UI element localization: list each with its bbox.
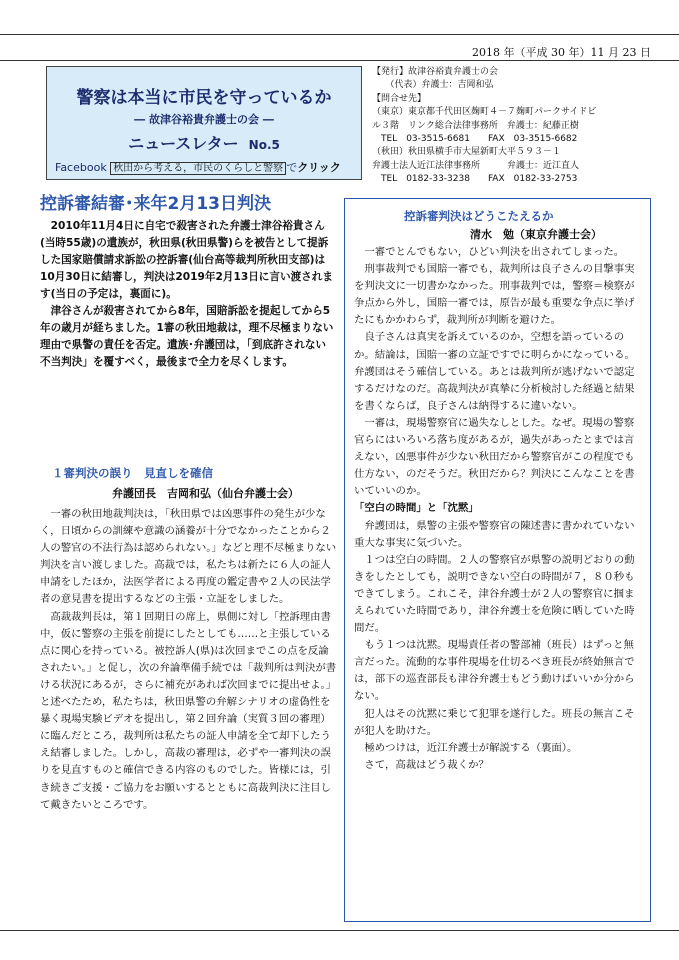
publisher-line: 【発行】故津谷裕貴弁護士の会 [372,67,499,77]
sidebar-article-title: 控訴審判決はどうこたえるか [404,209,554,223]
body-paragraph: 一審でとんでもない，ひどい判決を出されてしまった。 [364,246,625,258]
facebook-line [55,159,341,175]
masthead-subtitle: ― 故津谷裕貴弁護士の会 ― [134,113,274,126]
body-paragraph: 一審は，現場警察官に過失なしとした。なぜ。現場の警察官らにはいろいろ落ち度があるが，過失があったとまでは言えない，凶悪事件が少ない秋田だから警察官がこの程度でも仕方ない，のだそうだ。秋田だから？判決にこんなことを書いていいのか。 [354,416,635,498]
publisher-info [372,66,657,187]
body-paragraph: さて，高裁はどう裁くか？ [364,758,489,771]
lead-text [40,218,336,371]
header-rule [0,60,679,61]
issue-date: 2018 年（平成 30 年）11 月 23 日 [472,46,651,59]
masthead [46,66,362,180]
facebook-click[interactable]: クリック [297,161,341,174]
body-paragraph: 刑事裁判でも国賠一審でも，裁判所は良子さんの目撃事実を判決文に一切書かなかった。刑事裁判では，警察＝検察が争点から外し，国賠一審では，原告が最も重要な争点に挙げたにもかかわらず，裁判所が判断を避けた。 [354,263,635,327]
body-paragraph: 犯人はその沈黙に乗じて犯罪を遂行した。班長の無言こそが犯人を助けた。 [354,707,635,737]
facebook-page-link[interactable]: 秋田から考える，市民のくらしと警察 [110,162,286,175]
body-paragraph: 弁護団は，県警の主張や警察官の陳述書に書かれていない重大な事実に気づいた。 [354,519,635,549]
publisher-line: 【問合せ先】 [372,93,427,104]
section-title: １審判決の誤り 見直しを確信 [52,466,213,480]
body-paragraph: 一審の秋田地裁判決は，「秋田県では凶悪事件の発生が少なく，日頃からの訓練や意識の涵養が十分でなかったことから２人の警官の不法行為は認められない。」などと理不尽極まりない判決を言い渡しました。高裁では，私たちは新たに６人の証人申請をしたほか，法医学者による再度の鑑定書や２人の民法学者の意見書を提出するなどの主張・立証をしました。 [40,508,337,606]
section-author: 弁護団長 吉岡和弘（仙台弁護士会） [112,487,299,500]
body-paragraph: もう１つは沈黙。現場責任者の警部補（班長）はずっと無言だった。流動的な事件現場を仕切るべき班長が終始無言では，部下の巡査部長も津谷弁護士もどう動けばいいか分からない。 [354,639,635,703]
publisher-line: ル３階 リンク総合法律事務所 弁護士：紀藤正樹 [372,120,579,131]
body-paragraph: 良子さんは真実を訴えているのか，空想を語っているのか。結論は，国賠一審の立証ですでに明らかになっている。弁護団はそう確信している。あとは裁判所が逃げないで認定するだけなのだ。高裁判決が真摯に分析検討した経過と結果を書くならば，良子さんは納得するに違いない。 [354,331,635,412]
publisher-line: TEL 0182-33-3238 FAX 0182-33-2753 [372,174,578,185]
top-rule [0,34,679,35]
sidebar-article-body [354,244,643,774]
masthead-title: 警察は本当に市民を守っているか [76,88,332,108]
publisher-line: （秋田）秋田県横手市大屋新町大平５９３－１ [372,147,562,158]
publisher-line: 弁護士法人近江法律事務所 弁護士：近江直人 [372,160,580,171]
lead-paragraph: 2010年11月4日に自宅で殺害された弁護士津谷裕貴さん(当時55歳)の遺族が，秋田県(秋田県警)らを被告として提訴した国家賠償請求訴訟の控訴審(仙台高等裁判所秋田支部)は10月30日に結審し，判決は2019年2月13日に言い渡されます(当日の予定は，裏面に)。 [40,220,333,300]
body-paragraph: １つは空白の時間。２人の警察官が県警の説明どおりの動きをしたとしても，説明できない空白の時間が７，８０秒もできてしまう。これこそ，津谷弁護士が２人の警察官に掴まえられていた時間であり，津谷弁護士を危険に晒していた時間だ。 [354,553,635,635]
lead-paragraph: 津谷さんが殺害されてから8年，国賠訴訟を提起してから5年の歳月が経ちました。1審の秋田地裁は，理不尽極まりない理由で県警の責任を否定。遺族･弁護団は，「到底許されない不当判決」を覆すべく，最後まで全力を尽くします。 [40,305,334,368]
section-body [40,506,338,814]
newsletter-title: ニュースレター [128,134,239,153]
facebook-label: Facebook [55,161,107,174]
publisher-line: （東京）東京都千代田区麹町４－７麹町パークサイドビ [372,107,597,118]
publisher-line: （代表）弁護士：吉岡和弘 [372,80,494,91]
publisher-line: TEL 03-3515-6681 FAX 03-3515-6682 [372,134,578,145]
body-paragraph: 高裁裁判長は，第１回期日の席上，県側に対し「控訴理由書中，仮に警察の主張を前提にしたとしても……と主張している点に関心を持っている。被控訴人(県)は次回までこの点を反論されたい。」と促し，次の弁論準備手続では「裁判所は判決が書ける状況にあるが，さらに補充があれば次回までに提出せよ。」と述べたため，私たちは，秋田県警の弁解シナリオの虚偽性を暴く現場実験ビデオを提出し，第２回弁論（実質３回の審理）に臨んだところ，裁判所は私たちの証人申請を全て却下したうえ結審しました。しかし，高裁の審理は，必ずや一審判決の誤りを見直すものと確信できる内容のものでした。皆様には，引き続きご支援・ご協力をお願いするとともに高裁判決に注目して戴きたいところです。 [40,610,337,811]
newsletter-label [47,131,361,154]
sidebar-article-author: 清水 勉（東京弁護士会） [470,228,602,241]
bottom-rule [0,930,679,931]
subheading: 「空白の時間」と「沈黙」 [354,502,479,515]
facebook-de: で [286,161,298,174]
issue-number: No.5 [248,138,280,152]
body-paragraph: 極めつけは，近江弁護士が解説する（裏面）。 [364,741,578,754]
main-headline: 控訴審結審･来年2月13日判決 [40,194,271,214]
